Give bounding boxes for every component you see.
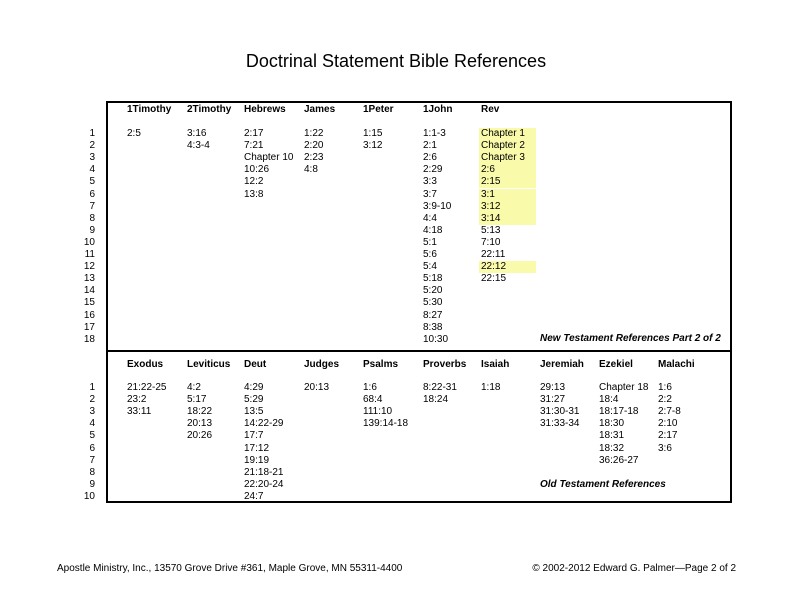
- nt-row-number: 6: [89, 188, 95, 200]
- nt-reference-cell: 22:15: [481, 273, 507, 285]
- nt-column-header: 1John: [423, 104, 453, 115]
- nt-reference-cell: 3:7: [423, 188, 437, 200]
- ot-column-header: Exodus: [127, 359, 164, 370]
- ot-row-number: 6: [89, 442, 95, 454]
- ot-reference-cell: 18:22: [187, 406, 213, 418]
- ot-reference-cell: 139:14-18: [363, 418, 409, 430]
- ot-reference-cell: 4:29: [244, 382, 264, 393]
- ot-reference-cell: 5:29: [244, 394, 264, 406]
- nt-reference-cell: 4:8: [304, 164, 318, 176]
- footer-copyright: © 2002-2012 Edward G. Palmer—Page 2 of 2: [532, 563, 736, 574]
- nt-reference-cell: 2:29: [423, 164, 443, 176]
- ot-reference-cell: 14:22-29: [244, 418, 284, 430]
- ot-caption: Old Testament References: [540, 479, 666, 490]
- ot-column-header: Jeremiah: [540, 359, 584, 370]
- nt-row-number: 1: [89, 128, 95, 139]
- nt-reference-cell: 2:15: [479, 176, 536, 188]
- ot-column-header: Leviticus: [187, 359, 231, 370]
- nt-row-number: 4: [89, 164, 95, 176]
- nt-reference-cell: 22:12: [479, 261, 536, 273]
- ot-reference-cell: 18:30: [599, 418, 625, 430]
- ot-reference-cell: 31:27: [540, 394, 566, 406]
- nt-row-number: 3: [89, 152, 95, 164]
- ot-reference-cell: 29:13: [540, 382, 566, 393]
- ot-reference-cell: 8:22-31: [423, 382, 457, 393]
- ot-row-number: 4: [89, 418, 95, 430]
- ot-row-number: 3: [89, 406, 95, 418]
- ot-reference-cell: 3:6: [658, 442, 672, 454]
- ot-reference-cell: 17:12: [244, 442, 270, 454]
- nt-row-number: 10: [83, 236, 95, 248]
- nt-row-number: 8: [89, 212, 95, 224]
- nt-reference-cell: 2:23: [304, 152, 324, 164]
- nt-row-number: 14: [83, 285, 95, 297]
- nt-reference-cell: 12:2: [244, 176, 264, 188]
- ot-reference-cell: 20:13: [187, 418, 213, 430]
- nt-reference-cell: 4:4: [423, 212, 437, 224]
- ot-reference-cell: 36:26-27: [599, 454, 639, 466]
- ot-reference-cell: 31:33-34: [540, 418, 580, 430]
- section-divider: [106, 350, 732, 352]
- nt-row-number: 7: [89, 200, 95, 212]
- nt-reference-cell: 7:10: [481, 236, 501, 248]
- nt-reference-cell: 2:6: [479, 164, 536, 176]
- nt-row-number: 12: [83, 261, 95, 273]
- nt-reference-cell: 2:20: [304, 140, 324, 152]
- references-table: [106, 101, 732, 503]
- nt-reference-cell: Chapter 3: [479, 152, 536, 164]
- ot-reference-cell: 111:10: [363, 406, 393, 418]
- nt-reference-cell: Chapter 1: [479, 128, 536, 140]
- ot-reference-cell: 1:6: [658, 382, 672, 393]
- nt-reference-cell: 5:1: [423, 236, 437, 248]
- nt-reference-cell: 1:1-3: [423, 128, 446, 139]
- ot-reference-cell: 20:26: [187, 430, 213, 442]
- nt-reference-cell: 22:11: [481, 249, 506, 260]
- nt-reference-cell: 5:18: [423, 273, 443, 285]
- ot-reference-cell: 21:22-25: [127, 382, 167, 393]
- nt-row-number: 11: [84, 249, 95, 260]
- page-title: Doctrinal Statement Bible References: [245, 51, 547, 71]
- nt-reference-cell: 3:12: [479, 201, 536, 213]
- ot-column-header: Proverbs: [423, 359, 467, 370]
- nt-reference-cell: 2:17: [244, 128, 264, 139]
- nt-reference-cell: 5:13: [481, 224, 501, 236]
- nt-reference-cell: 3:1: [479, 189, 536, 201]
- ot-reference-cell: Chapter 18: [599, 382, 649, 393]
- nt-reference-cell: 2:6: [423, 152, 437, 164]
- ot-reference-cell: 18:32: [599, 442, 625, 454]
- nt-reference-cell: 3:12: [363, 140, 383, 152]
- nt-reference-cell: 5:6: [423, 249, 437, 260]
- nt-reference-cell: 3:3: [423, 176, 437, 188]
- ot-reference-cell: 18:24: [423, 394, 449, 406]
- nt-row-number: 2: [89, 140, 95, 152]
- nt-reference-cell: 8:38: [423, 321, 443, 333]
- ot-reference-cell: 2:7-8: [658, 406, 681, 418]
- ot-column-header: Isaiah: [481, 359, 510, 370]
- nt-row-number: 17: [83, 321, 95, 333]
- ot-reference-cell: 2:10: [658, 418, 678, 430]
- ot-reference-cell: 24:7: [244, 490, 264, 502]
- nt-reference-cell: 2:1: [423, 140, 437, 152]
- ot-reference-cell: 31:30-31: [540, 406, 580, 418]
- ot-reference-cell: 22:20-24: [244, 478, 284, 490]
- nt-reference-cell: Chapter 10: [244, 152, 294, 164]
- ot-reference-cell: 2:17: [658, 430, 678, 442]
- nt-row-number: 13: [83, 273, 95, 285]
- nt-row-number: 9: [89, 224, 95, 236]
- ot-reference-cell: 20:13: [304, 382, 330, 393]
- nt-row-number: 16: [83, 309, 95, 321]
- nt-reference-cell: 2:5: [127, 128, 141, 139]
- nt-reference-cell: 3:14: [479, 213, 536, 225]
- nt-row-number: 18: [83, 333, 95, 345]
- ot-reference-cell: 2:2: [658, 394, 672, 406]
- ot-reference-cell: 18:4: [599, 394, 619, 406]
- nt-reference-cell: 10:26: [244, 164, 270, 176]
- ot-reference-cell: 19:19: [244, 454, 270, 466]
- nt-reference-cell: 10:30: [423, 333, 449, 345]
- nt-reference-cell: 3:9-10: [423, 200, 452, 212]
- nt-reference-cell: 1:15: [363, 128, 383, 139]
- ot-column-header: Judges: [304, 359, 340, 370]
- nt-column-header: James: [304, 104, 336, 115]
- nt-row-number: 5: [89, 176, 95, 188]
- ot-row-number: 9: [89, 478, 95, 490]
- nt-caption: New Testament References Part 2 of 2: [540, 333, 721, 344]
- nt-row-number: 15: [83, 297, 95, 309]
- nt-column-header: 1Peter: [363, 104, 394, 115]
- ot-row-number: 5: [89, 430, 95, 442]
- ot-column-header: Ezekiel: [599, 359, 633, 370]
- nt-reference-cell: 3:16: [187, 128, 207, 139]
- nt-column-header: 2Timothy: [187, 104, 232, 115]
- nt-column-header: 1Timothy: [127, 104, 172, 115]
- nt-reference-cell: 5:4: [423, 261, 437, 273]
- ot-reference-cell: 17:7: [244, 430, 264, 442]
- nt-column-header: Rev: [481, 104, 500, 115]
- ot-row-number: 1: [89, 382, 95, 393]
- ot-reference-cell: 4:2: [187, 382, 201, 393]
- ot-column-header: Psalms: [363, 359, 399, 370]
- footer-address: Apostle Ministry, Inc., 13570 Grove Drive #361, Maple Grove, MN 55311-4400: [57, 563, 403, 574]
- ot-column-header: Deut: [244, 359, 267, 370]
- nt-reference-cell: 13:8: [244, 188, 264, 200]
- ot-row-number: 7: [89, 454, 95, 466]
- ot-reference-cell: 13:5: [244, 406, 264, 418]
- ot-reference-cell: 18:31: [599, 430, 625, 442]
- ot-reference-cell: 68:4: [363, 394, 383, 406]
- ot-reference-cell: 23:2: [127, 394, 147, 406]
- nt-reference-cell: 4:3-4: [187, 140, 210, 152]
- ot-reference-cell: 1:6: [363, 382, 377, 393]
- nt-reference-cell: 8:27: [423, 309, 443, 321]
- ot-row-number: 8: [89, 466, 95, 478]
- ot-reference-cell: 1:18: [481, 382, 501, 393]
- nt-reference-cell: 7:21: [244, 140, 264, 152]
- ot-row-number: 10: [83, 490, 95, 502]
- nt-reference-cell: 5:30: [423, 297, 443, 309]
- ot-reference-cell: 33:11: [127, 406, 152, 418]
- nt-reference-cell: 1:22: [304, 128, 324, 139]
- ot-reference-cell: 21:18-21: [244, 466, 284, 478]
- nt-reference-cell: Chapter 2: [479, 140, 536, 152]
- nt-reference-cell: 5:20: [423, 285, 443, 297]
- ot-column-header: Malachi: [658, 359, 695, 370]
- nt-column-header: Hebrews: [244, 104, 286, 115]
- ot-row-number: 2: [89, 394, 95, 406]
- ot-reference-cell: 5:17: [187, 394, 207, 406]
- nt-reference-cell: 4:18: [423, 224, 443, 236]
- ot-reference-cell: 18:17-18: [599, 406, 639, 418]
